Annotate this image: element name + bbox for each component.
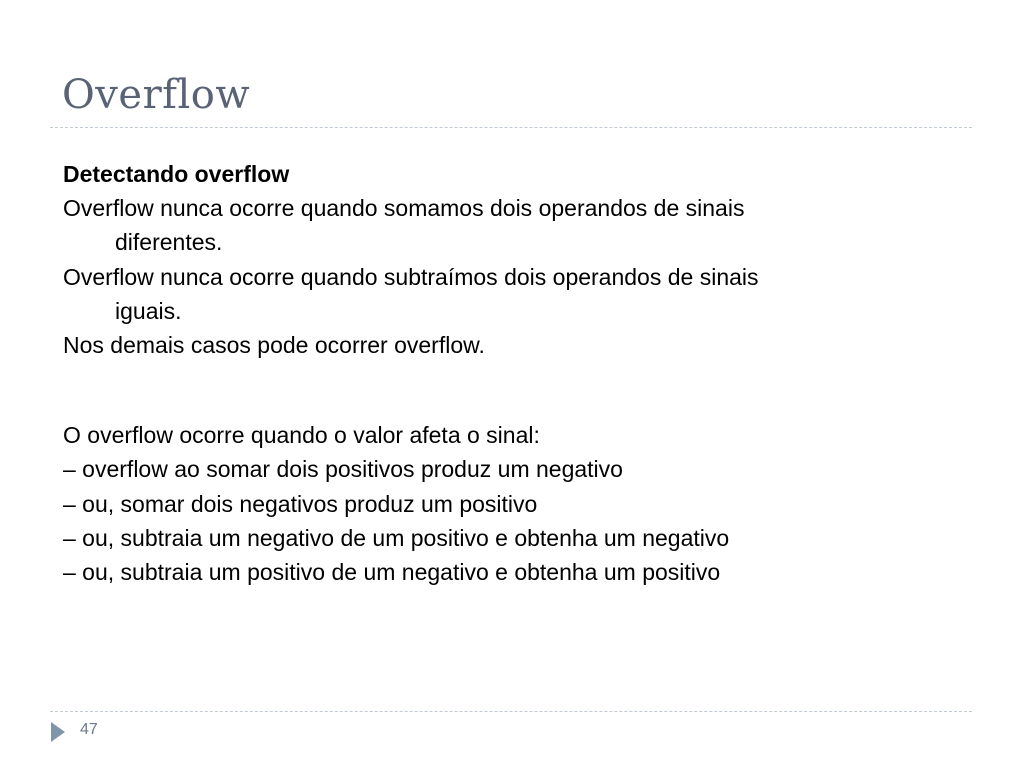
body-line: O overflow ocorre quando o valor afeta o sinal: [63,422,540,449]
dash-item: – ou, somar dois negativos produz um positivo [63,490,538,517]
body-line: Overflow nunca ocorre quando subtraímos dois operandos de sinais [63,263,759,290]
slide-body [63,157,963,589]
footer-divider [50,711,972,712]
paragraph-spacer [63,362,963,418]
body-line-continuation: diferentes. [115,229,223,256]
dash-item: – ou, subtraia um negativo de um positivo e obtenha um negativo [63,524,730,551]
dash-item: – overflow ao somar dois positivos produz um negativo [63,456,623,483]
dash-item: – ou, subtraia um positivo de um negativo e obtenha um positivo [63,559,721,586]
body-line: Nos demais casos pode ocorrer overflow. [63,332,485,359]
title-divider [50,127,972,128]
triangle-right-icon [51,722,65,742]
body-line-continuation: iguais. [115,297,182,324]
slide-title: Overflow [62,72,251,118]
section-heading: Detectando overflow [63,161,290,187]
page-number: 47 [80,721,98,738]
body-line: Overflow nunca ocorre quando somamos dois operandos de sinais [63,195,745,222]
